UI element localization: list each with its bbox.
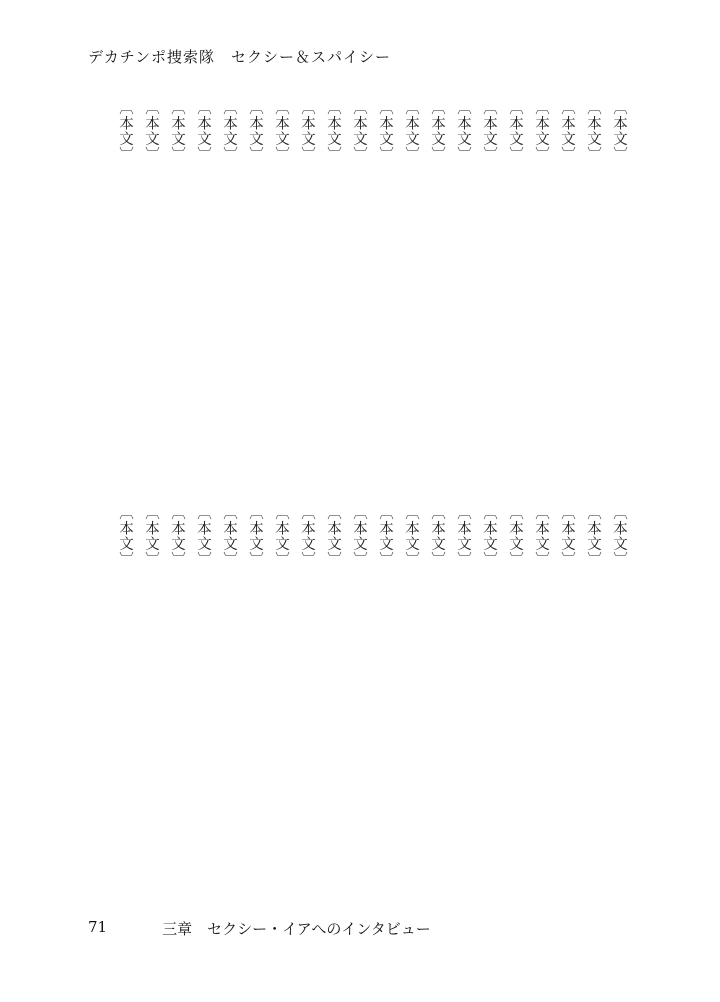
text-column: 〔本文〕 bbox=[585, 505, 601, 567]
text-column: 〔本文〕 bbox=[507, 100, 523, 162]
text-column: 〔本文〕 bbox=[585, 100, 601, 162]
text-column: 〔本文〕 bbox=[377, 505, 393, 567]
text-column: 〔本文〕 bbox=[143, 100, 159, 162]
page-footer bbox=[88, 918, 431, 939]
text-column: 〔本文〕 bbox=[299, 505, 315, 567]
text-column: 〔本文〕 bbox=[221, 100, 237, 162]
text-column: 〔本文〕 bbox=[481, 505, 497, 567]
text-column: 〔本文〕 bbox=[533, 100, 549, 162]
text-column: 〔本文〕 bbox=[351, 100, 367, 162]
text-column: 〔本文〕 bbox=[611, 505, 627, 567]
text-column: 〔本文〕 bbox=[195, 100, 211, 162]
text-column: 〔本文〕 bbox=[299, 100, 315, 162]
text-column: 〔本文〕 bbox=[403, 100, 419, 162]
text-column: 〔本文〕 bbox=[195, 505, 211, 567]
text-column: 〔本文〕 bbox=[507, 505, 523, 567]
text-column: 〔本文〕 bbox=[403, 505, 419, 567]
text-column: 〔本文〕 bbox=[611, 100, 627, 162]
text-column: 〔本文〕 bbox=[117, 100, 133, 162]
text-column: 〔本文〕 bbox=[247, 100, 263, 162]
text-column: 〔本文〕 bbox=[143, 505, 159, 567]
upper-text-block bbox=[87, 100, 632, 500]
text-column: 〔本文〕 bbox=[247, 505, 263, 567]
text-column: 〔本文〕 bbox=[351, 505, 367, 567]
text-column: 〔本文〕 bbox=[221, 505, 237, 567]
text-column: 〔本文〕 bbox=[169, 100, 185, 162]
page-number: 71 bbox=[88, 918, 108, 936]
text-column: 〔本文〕 bbox=[169, 505, 185, 567]
running-header: デカチンポ捜索隊 セクシー＆スパイシー bbox=[88, 48, 391, 66]
text-column: 〔本文〕 bbox=[325, 100, 341, 162]
text-column: 〔本文〕 bbox=[429, 100, 445, 162]
text-column: 〔本文〕 bbox=[455, 505, 471, 567]
text-column: 〔本文〕 bbox=[273, 100, 289, 162]
text-column: 〔本文〕 bbox=[429, 505, 445, 567]
text-column: 〔本文〕 bbox=[325, 505, 341, 567]
chapter-title: 三章 セクシー・イアへのインタビュー bbox=[162, 920, 431, 938]
text-column: 〔本文〕 bbox=[455, 100, 471, 162]
text-column: 〔本文〕 bbox=[559, 100, 575, 162]
lower-text-block bbox=[87, 505, 632, 890]
text-column: 〔本文〕 bbox=[559, 505, 575, 567]
text-column: 〔本文〕 bbox=[377, 100, 393, 162]
text-column: 〔本文〕 bbox=[273, 505, 289, 567]
text-column: 〔本文〕 bbox=[481, 100, 497, 162]
text-column: 〔本文〕 bbox=[533, 505, 549, 567]
text-column: 〔本文〕 bbox=[117, 505, 133, 567]
